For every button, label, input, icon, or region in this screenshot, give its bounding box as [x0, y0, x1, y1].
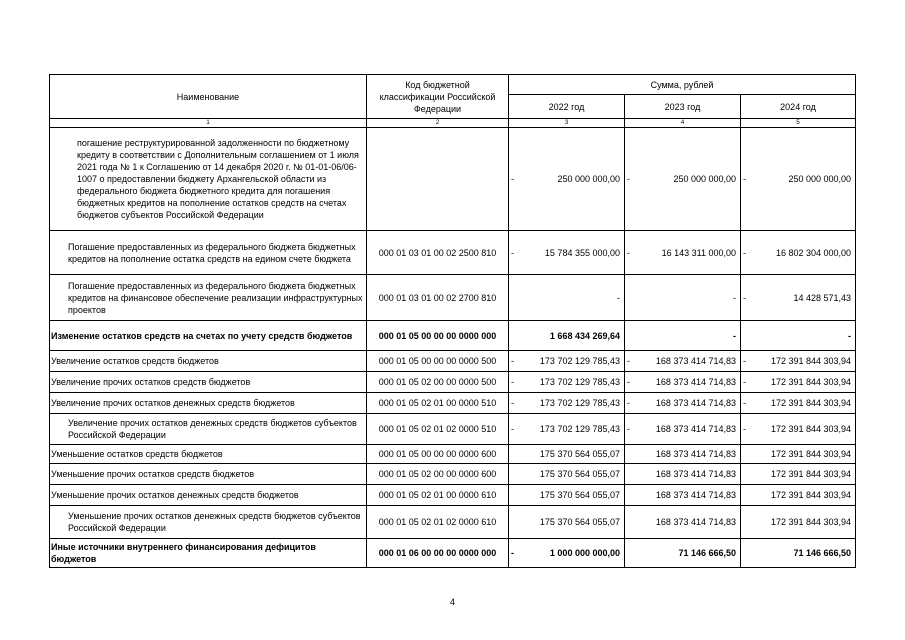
amount-2023	[625, 275, 741, 321]
amount-2024	[741, 372, 856, 393]
amount-2022	[509, 351, 625, 372]
row-name: Уменьшение прочих остатков денежных средств бюджетов	[50, 485, 367, 506]
amount-value: 172 391 844 303,94	[770, 517, 852, 527]
amount-value: 172 391 844 303,94	[770, 377, 852, 387]
col-number: 2	[367, 119, 509, 128]
amount-value: 168 373 414 714,83	[655, 449, 736, 459]
amount-2023	[625, 128, 741, 231]
amount-2023	[625, 393, 741, 414]
minus-sign: -	[511, 424, 514, 434]
amount-2024	[741, 321, 856, 351]
table-row	[50, 372, 856, 393]
amount-value: 16 143 311 000,00	[661, 247, 736, 258]
header-year-2022: 2022 год	[509, 95, 625, 119]
minus-sign: -	[511, 174, 514, 184]
amount-value: 172 391 844 303,94	[770, 449, 852, 459]
amount-value: -	[848, 330, 852, 341]
row-name: Увеличение прочих остатков средств бюджетов	[50, 372, 367, 393]
amount-value: 71 146 666,50	[678, 548, 736, 558]
table-row	[50, 231, 856, 275]
row-name: Изменение остатков средств на счетах по учету средств бюджетов	[50, 321, 367, 351]
amount-value: 14 428 571,43	[793, 292, 852, 303]
minus-sign: -	[627, 356, 630, 366]
amount-value: -	[617, 292, 620, 303]
row-name: Увеличение прочих остатков денежных средств бюджетов	[50, 393, 367, 414]
amount-value: 168 373 414 714,83	[655, 469, 736, 479]
amount-value: 175 370 564 055,07	[539, 449, 620, 459]
amount-value: 175 370 564 055,07	[539, 517, 620, 527]
amount-2023	[625, 485, 741, 506]
amount-value: 71 146 666,50	[793, 548, 852, 558]
amount-2023	[625, 445, 741, 464]
amount-2023	[625, 372, 741, 393]
col-number: 1	[50, 119, 367, 128]
amount-value: 173 702 129 785,43	[539, 377, 620, 387]
amount-value: 172 391 844 303,94	[770, 490, 852, 500]
amount-2022	[509, 128, 625, 231]
minus-sign: -	[743, 292, 746, 303]
row-name: Уменьшение прочих остатков денежных средств бюджетов субъектов Российской Федерации	[50, 506, 367, 539]
amount-value: 16 802 304 000,00	[775, 247, 852, 258]
amount-value: 1 668 434 269,64	[549, 330, 620, 341]
amount-2024	[741, 231, 856, 275]
row-name: Погашение предоставленных из федерального бюджета бюджетных кредитов на пополнение остатка средств на едином счете бюджета	[50, 231, 367, 275]
amount-2022	[509, 393, 625, 414]
amount-2022	[509, 485, 625, 506]
amount-2024	[741, 464, 856, 485]
amount-2024	[741, 275, 856, 321]
minus-sign: -	[743, 377, 746, 387]
amount-2023	[625, 539, 741, 568]
row-name: Уменьшение прочих остатков средств бюджетов	[50, 464, 367, 485]
row-name: Иные источники внутреннего финансирования дефицитов бюджетов	[50, 539, 367, 568]
minus-sign: -	[511, 356, 514, 366]
minus-sign: -	[743, 247, 746, 258]
budget-sources-table	[49, 74, 856, 568]
amount-2024	[741, 485, 856, 506]
amount-2023	[625, 351, 741, 372]
row-code	[367, 128, 509, 231]
amount-2022	[509, 414, 625, 445]
amount-value: 172 391 844 303,94	[770, 356, 852, 366]
table-row	[50, 393, 856, 414]
row-name: погашение реструктурированной задолженности по бюджетному кредиту в соответствии с Дополнительным соглашением от 1 июля 2021 года № 1 к Соглашению от 14 декабря 2020 г. № 01-01-06/06-1007 о предоставлении бюджету Архангельской области из федерального бюджета бюджетного кредита для погашения бюджетных кредитов на пополнение остатков средств на счетах бюджетов субъектов Российской Федерации	[50, 128, 367, 231]
minus-sign: -	[511, 247, 514, 258]
table-row	[50, 539, 856, 568]
table-row	[50, 445, 856, 464]
row-code: 000 01 05 02 00 00 0000 500	[367, 372, 509, 393]
amount-value: 173 702 129 785,43	[539, 356, 620, 366]
page-number: 4	[449, 597, 455, 607]
header-year-2023: 2023 год	[625, 95, 741, 119]
amount-2024	[741, 506, 856, 539]
row-name: Увеличение прочих остатков денежных средств бюджетов субъектов Российской Федерации	[50, 414, 367, 445]
amount-value: 168 373 414 714,83	[655, 517, 736, 527]
row-code: 000 01 05 02 01 02 0000 610	[367, 506, 509, 539]
minus-sign: -	[743, 424, 746, 434]
amount-value: 173 702 129 785,43	[539, 424, 620, 434]
row-code: 000 01 05 00 00 00 0000 000	[367, 321, 509, 351]
amount-value: 172 391 844 303,94	[770, 424, 852, 434]
header-year-2024: 2024 год	[741, 95, 856, 119]
minus-sign: -	[743, 356, 746, 366]
row-code: 000 01 05 00 00 00 0000 600	[367, 445, 509, 464]
amount-value: 250 000 000,00	[673, 174, 736, 184]
amount-2022	[509, 445, 625, 464]
table-row	[50, 485, 856, 506]
minus-sign: -	[511, 548, 514, 558]
row-code: 000 01 03 01 00 02 2500 810	[367, 231, 509, 275]
amount-value: 168 373 414 714,83	[655, 398, 736, 408]
row-name: Увеличение остатков средств бюджетов	[50, 351, 367, 372]
amount-2023	[625, 506, 741, 539]
amount-2023	[625, 414, 741, 445]
row-code: 000 01 05 02 00 00 0000 600	[367, 464, 509, 485]
amount-2023	[625, 231, 741, 275]
amount-2022	[509, 321, 625, 351]
amount-value: 168 373 414 714,83	[655, 377, 736, 387]
amount-2024	[741, 393, 856, 414]
minus-sign: -	[627, 377, 630, 387]
row-code: 000 01 05 00 00 00 0000 500	[367, 351, 509, 372]
amount-value: 15 784 355 000,00	[544, 247, 620, 258]
amount-2024	[741, 414, 856, 445]
amount-2022	[509, 464, 625, 485]
minus-sign: -	[743, 398, 746, 408]
header-name: Наименование	[50, 75, 367, 119]
amount-value: 172 391 844 303,94	[770, 398, 852, 408]
amount-value: -	[733, 292, 736, 303]
amount-2022	[509, 539, 625, 568]
amount-2022	[509, 372, 625, 393]
table-row	[50, 414, 856, 445]
minus-sign: -	[743, 174, 746, 184]
minus-sign: -	[511, 398, 514, 408]
table-row	[50, 275, 856, 321]
amount-value: 168 373 414 714,83	[655, 424, 736, 434]
header-sum: Сумма, рублей	[509, 75, 856, 95]
amount-value: 250 000 000,00	[557, 174, 620, 184]
amount-2022	[509, 231, 625, 275]
amount-2024	[741, 445, 856, 464]
minus-sign: -	[627, 398, 630, 408]
row-code: 000 01 06 00 00 00 0000 000	[367, 539, 509, 568]
minus-sign: -	[627, 174, 630, 184]
amount-2022	[509, 506, 625, 539]
amount-value: 173 702 129 785,43	[539, 398, 620, 408]
amount-2024	[741, 539, 856, 568]
table-row	[50, 128, 856, 231]
amount-value: 168 373 414 714,83	[655, 490, 736, 500]
minus-sign: -	[627, 247, 630, 258]
row-name: Уменьшение остатков средств бюджетов	[50, 445, 367, 464]
header-code: Код бюджетной классификации Российской Федерации	[367, 75, 509, 119]
amount-2024	[741, 351, 856, 372]
amount-2024	[741, 128, 856, 231]
col-number: 5	[741, 119, 856, 128]
row-code: 000 01 05 02 01 00 0000 610	[367, 485, 509, 506]
table-row	[50, 464, 856, 485]
row-code: 000 01 05 02 01 02 0000 510	[367, 414, 509, 445]
amount-2023	[625, 464, 741, 485]
minus-sign: -	[627, 424, 630, 434]
amount-2023	[625, 321, 741, 351]
amount-value: 175 370 564 055,07	[539, 469, 620, 479]
row-code: 000 01 05 02 01 00 0000 510	[367, 393, 509, 414]
row-name: Погашение предоставленных из федерального бюджета бюджетных кредитов на финансовое обеспечение реализации инфраструктурных проектов	[50, 275, 367, 321]
amount-value: 175 370 564 055,07	[539, 490, 620, 500]
table-row	[50, 321, 856, 351]
table-row	[50, 506, 856, 539]
amount-value: 168 373 414 714,83	[655, 356, 736, 366]
amount-value: 172 391 844 303,94	[770, 469, 852, 479]
amount-value: -	[733, 330, 736, 341]
amount-value: 1 000 000 000,00	[549, 548, 620, 558]
minus-sign: -	[511, 377, 514, 387]
budget-table-page	[49, 74, 855, 568]
row-code: 000 01 03 01 00 02 2700 810	[367, 275, 509, 321]
col-number: 3	[509, 119, 625, 128]
amount-value: 250 000 000,00	[788, 174, 852, 184]
table-row	[50, 351, 856, 372]
amount-2022	[509, 275, 625, 321]
col-number: 4	[625, 119, 741, 128]
